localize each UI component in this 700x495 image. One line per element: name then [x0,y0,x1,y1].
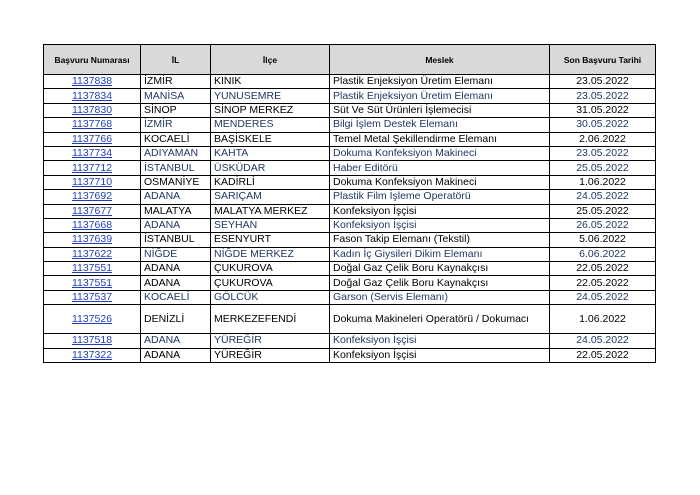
deadline-cell: 23.05.2022 [550,89,656,103]
application-number-link[interactable]: 1137322 [71,348,113,361]
district-cell: SARIÇAM [211,190,330,204]
occupation-cell: Haber Editörü [330,161,550,175]
province-cell: ADANA [141,190,211,204]
table-row [44,89,656,103]
table-row [44,161,656,175]
table-header-row [44,45,656,75]
header-basvuru-no: Başvuru Numarası [44,45,141,75]
table-row [44,305,656,334]
occupation-cell: Fason Takip Elemanı (Tekstil) [330,233,550,247]
application-number-link[interactable]: 1137692 [71,190,113,203]
district-cell: ESENYURT [211,233,330,247]
district-cell: YÜREĞİR [211,348,330,362]
occupation-cell: Dokuma Konfeksiyon Makineci [330,146,550,160]
district-cell: GÖLCÜK [211,290,330,304]
province-cell: MANİSA [141,89,211,103]
table-row [44,132,656,146]
header-tarih: Son Başvuru Tarihi [550,45,656,75]
application-number-link[interactable]: 1137830 [71,103,113,116]
deadline-cell: 22.05.2022 [550,262,656,276]
district-cell: MERKEZEFENDİ [211,305,330,334]
table-row [44,290,656,304]
deadline-cell: 24.05.2022 [550,334,656,348]
table-row [44,103,656,117]
occupation-cell: Konfeksiyon İşçisi [330,334,550,348]
province-cell: ADIYAMAN [141,146,211,160]
table-row [44,233,656,247]
province-cell: OSMANİYE [141,175,211,189]
province-cell: ADANA [141,276,211,290]
occupation-cell: Konfeksiyon İşçisi [330,204,550,218]
province-cell: ADANA [141,348,211,362]
province-cell: İSTANBUL [141,233,211,247]
deadline-cell: 24.05.2022 [550,290,656,304]
occupation-cell: Süt Ve Süt Ürünleri İşlemecisi [330,103,550,117]
table-row [44,348,656,362]
deadline-cell: 24.05.2022 [550,190,656,204]
province-cell: ADANA [141,218,211,232]
header-ilce: İlçe [211,45,330,75]
occupation-cell: Doğal Gaz Çelik Boru Kaynakçısı [330,262,550,276]
table-row [44,75,656,89]
occupation-cell: Dokuma Makineleri Operatörü / Dokumacı [330,305,550,334]
table-row [44,218,656,232]
job-listings-table [43,44,656,363]
application-number-link[interactable]: 1137766 [71,132,113,145]
table-row [44,334,656,348]
deadline-cell: 1.06.2022 [550,305,656,334]
province-cell: İZMİR [141,75,211,89]
district-cell: ÇUKUROVA [211,276,330,290]
district-cell: SİNOP MERKEZ [211,103,330,117]
application-number-link[interactable]: 1137551 [71,276,113,289]
district-cell: ÇUKUROVA [211,262,330,276]
application-number-link[interactable]: 1137639 [71,233,113,246]
district-cell: YUNUSEMRE [211,89,330,103]
occupation-cell: Plastik Enjeksiyon Üretim Elemanı [330,75,550,89]
occupation-cell: Doğal Gaz Çelik Boru Kaynakçısı [330,276,550,290]
deadline-cell: 5.06.2022 [550,233,656,247]
deadline-cell: 1.06.2022 [550,175,656,189]
province-cell: ADANA [141,334,211,348]
province-cell: KOCAELİ [141,132,211,146]
table-row [44,204,656,218]
occupation-cell: Plastik Enjeksiyon Üretim Elemanı [330,89,550,103]
deadline-cell: 23.05.2022 [550,146,656,160]
deadline-cell: 2.06.2022 [550,132,656,146]
table-body [44,75,656,363]
application-number-link[interactable]: 1137537 [71,291,113,304]
application-number-link[interactable]: 1137710 [71,175,113,188]
application-number-link[interactable]: 1137677 [71,204,113,217]
deadline-cell: 30.05.2022 [550,118,656,132]
application-number-link[interactable]: 1137668 [71,219,113,232]
occupation-cell: Konfeksiyon İşçisi [330,218,550,232]
application-number-link[interactable]: 1137551 [71,262,113,275]
application-number-link[interactable]: 1137834 [71,89,113,102]
deadline-cell: 6.06.2022 [550,247,656,261]
table-row [44,190,656,204]
table-row [44,146,656,160]
district-cell: MENDERES [211,118,330,132]
district-cell: SEYHAN [211,218,330,232]
occupation-cell: Kadın İç Giysileri Dikim Elemanı [330,247,550,261]
deadline-cell: 23.05.2022 [550,75,656,89]
district-cell: KAHTA [211,146,330,160]
province-cell: MALATYA [141,204,211,218]
occupation-cell: Bilgi İşlem Destek Elemanı [330,118,550,132]
district-cell: KADİRLİ [211,175,330,189]
occupation-cell: Garson (Servis Elemanı) [330,290,550,304]
district-cell: NİĞDE MERKEZ [211,247,330,261]
province-cell: İSTANBUL [141,161,211,175]
table-row [44,118,656,132]
application-number-link[interactable]: 1137734 [71,147,113,160]
table-row [44,175,656,189]
header-il: İL [141,45,211,75]
application-number-link[interactable]: 1137712 [71,161,113,174]
application-number-link[interactable]: 1137838 [71,75,113,88]
occupation-cell: Konfeksiyon İşçisi [330,348,550,362]
deadline-cell: 25.05.2022 [550,161,656,175]
deadline-cell: 22.05.2022 [550,348,656,362]
application-number-link[interactable]: 1137526 [71,312,113,325]
district-cell: BAŞİSKELE [211,132,330,146]
header-meslek: Meslek [330,45,550,75]
province-cell: NİĞDE [141,247,211,261]
table-row [44,247,656,261]
deadline-cell: 26.05.2022 [550,218,656,232]
deadline-cell: 31.05.2022 [550,103,656,117]
deadline-cell: 22.05.2022 [550,276,656,290]
province-cell: ADANA [141,262,211,276]
district-cell: YÜREĞİR [211,334,330,348]
province-cell: SİNOP [141,103,211,117]
occupation-cell: Temel Metal Şekillendirme Elemanı [330,132,550,146]
application-number-link[interactable]: 1137518 [71,334,113,347]
application-number-link[interactable]: 1137622 [71,247,113,260]
occupation-cell: Plastik Film İşleme Operatörü [330,190,550,204]
application-number-link[interactable]: 1137768 [71,118,113,131]
province-cell: KOCAELİ [141,290,211,304]
district-cell: ÜSKÜDAR [211,161,330,175]
table-row [44,262,656,276]
province-cell: DENİZLİ [141,305,211,334]
deadline-cell: 25.05.2022 [550,204,656,218]
district-cell: MALATYA MERKEZ [211,204,330,218]
occupation-cell: Dokuma Konfeksiyon Makineci [330,175,550,189]
table-row [44,276,656,290]
province-cell: İZMİR [141,118,211,132]
district-cell: KINIK [211,75,330,89]
